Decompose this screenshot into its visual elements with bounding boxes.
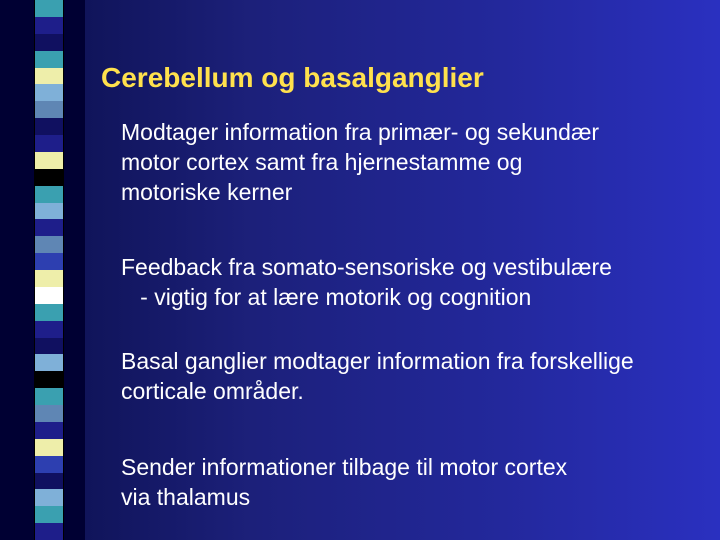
decorative-square bbox=[34, 473, 64, 490]
bullet-paragraph: Sender informationer tilbage til motor cortex via thalamus bbox=[121, 454, 568, 510]
decorative-square bbox=[34, 169, 64, 186]
decorative-square bbox=[34, 523, 64, 540]
decorative-square-strip bbox=[0, 0, 85, 540]
decorative-square bbox=[34, 354, 64, 371]
decorative-square bbox=[34, 270, 64, 287]
decorative-square bbox=[34, 422, 64, 439]
decorative-square bbox=[34, 219, 64, 236]
decorative-square bbox=[34, 253, 64, 270]
decorative-square bbox=[34, 304, 64, 321]
decorative-square bbox=[34, 152, 64, 169]
decorative-square bbox=[34, 371, 64, 388]
decorative-square bbox=[34, 236, 64, 253]
decorative-square bbox=[34, 68, 64, 85]
decorative-square bbox=[34, 203, 64, 220]
decorative-square bbox=[34, 84, 64, 101]
decorative-square bbox=[34, 51, 64, 68]
slide-title: Cerebellum og basalganglier bbox=[101, 62, 484, 93]
decorative-square bbox=[34, 17, 64, 34]
decorative-square bbox=[34, 456, 64, 473]
decorative-square bbox=[34, 118, 64, 135]
decorative-square bbox=[34, 338, 64, 355]
decorative-square bbox=[34, 0, 64, 17]
decorative-square bbox=[34, 405, 64, 422]
decorative-square bbox=[34, 321, 64, 338]
decorative-square bbox=[34, 506, 64, 523]
decorative-square bbox=[34, 101, 64, 118]
decorative-square bbox=[34, 439, 64, 456]
decorative-square bbox=[34, 489, 64, 506]
decorative-square bbox=[34, 186, 64, 203]
bullet-paragraph: Modtager information fra primær- og sekundær motor cortex samt fra hjernestamme og motoriske kerner bbox=[121, 119, 600, 205]
decorative-square bbox=[34, 287, 64, 304]
decorative-square bbox=[34, 34, 64, 51]
bullet-paragraph: Basal ganglier modtager information fra forskellige corticale områder. bbox=[121, 348, 634, 404]
bullet-paragraph: Feedback fra somato-sensoriske og vestibulære - vigtig for at lære motorik og cognition bbox=[121, 254, 612, 310]
decorative-square bbox=[34, 135, 64, 152]
decorative-square bbox=[34, 388, 64, 405]
